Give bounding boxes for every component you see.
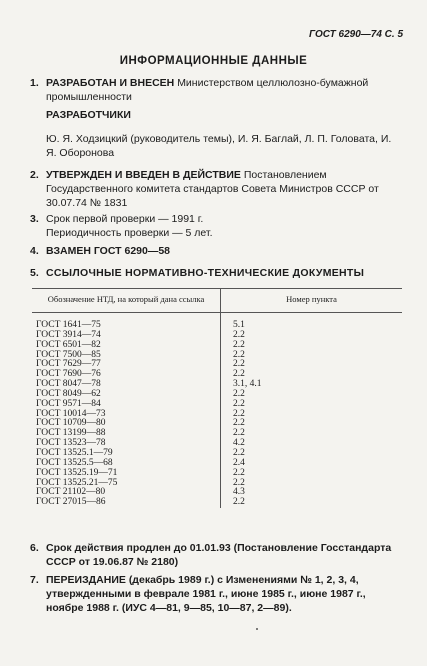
item-text: Периодичность проверки — 5 лет. [46, 227, 213, 239]
clause-cell: 4.2 [233, 438, 245, 449]
document-cell: ГОСТ 6501—82 [32, 341, 221, 351]
item-replaces [32, 244, 402, 258]
column-header: Номер пункта [221, 288, 403, 313]
document-cell: ГОСТ 10709—80 [32, 419, 221, 429]
item-number: 7. [30, 574, 39, 586]
clause-cell: 2.2 [233, 349, 245, 360]
document-cell: ГОСТ 9571—84 [32, 400, 221, 410]
item-number: 4. [30, 245, 39, 257]
clause-cell: 2.2 [233, 497, 245, 508]
document-cell: ГОСТ 10014—73 [32, 410, 221, 420]
clause-cell: 3.1, 4.1 [233, 379, 262, 390]
item-reissue [32, 573, 402, 615]
item-approved [32, 168, 402, 210]
clause-cell: 2.2 [233, 339, 245, 350]
document-cell: ГОСТ 8047—78 [32, 380, 221, 390]
clause-cell: 2.2 [233, 467, 245, 478]
document-cell: ГОСТ 7500—85 [32, 351, 221, 361]
clause-cell: 2.2 [233, 388, 245, 399]
item-number: 6. [30, 542, 39, 554]
item-number: 2. [30, 169, 39, 181]
document-cell: ГОСТ 21102—80 [32, 488, 221, 498]
document-cell: ГОСТ 7629—77 [32, 360, 221, 370]
document-cell: ГОСТ 13525.1—79 [32, 449, 221, 459]
item-heading: УТВЕРЖДЕН И ВВЕДЕН В ДЕЙСТВИЕ [46, 169, 241, 181]
clause-cell: 2.2 [233, 428, 245, 439]
clause-cell: 2.2 [233, 408, 245, 419]
item-heading: РАЗРАБОТЧИКИ [46, 109, 131, 121]
clause-cell: 2.2 [233, 398, 245, 409]
document-cell: ГОСТ 1641—75 [32, 313, 221, 331]
page-title: ИНФОРМАЦИОННЫЕ ДАННЫЕ [119, 55, 308, 67]
table-row [32, 313, 402, 331]
document-cell: ГОСТ 13199—88 [32, 429, 221, 439]
document-cell: ГОСТ 13523—78 [32, 439, 221, 449]
table-row [32, 498, 402, 508]
document-cell: ГОСТ 8049—62 [32, 390, 221, 400]
item-developers [32, 108, 402, 160]
clause-cell: 2.2 [233, 447, 245, 458]
document-cell: ГОСТ 13525.5—68 [32, 459, 221, 469]
item-number: 1. [30, 77, 39, 89]
item-validity [32, 541, 402, 569]
clause-cell: 2.2 [233, 477, 245, 488]
document-cell: ГОСТ 7690—76 [32, 370, 221, 380]
item-text: (декабрь 1989 г.) с Изменениями № 1, 2, 3, 4, утвержденными в феврале 1981 г., июне 1985 г., июне 1987 г., ноябре 1988 г. (ИУС 4—81, 9—85, 10—87, 2—89). [46, 574, 366, 614]
item-text: Постановлением Государственного комитета стандартов Совета Министров СССР от 30.07.74 № 1831 [46, 169, 379, 209]
clause-cell: 4.3 [233, 487, 245, 498]
document-cell: ГОСТ 27015—86 [32, 498, 221, 508]
document-cell: ГОСТ 3914—74 [32, 331, 221, 341]
clause-cell: 2.4 [233, 457, 245, 468]
reference-table [32, 288, 402, 508]
item-developed [32, 76, 402, 104]
item-text: ССЫЛОЧНЫЕ НОРМАТИВНО-ТЕХНИЧЕСКИЕ ДОКУМЕНТЫ [46, 267, 365, 279]
item-text: Ю. Я. Ходзицкий (руководитель темы), И. Я. Баглай, Л. П. Головата, И. Я. Оборонова [46, 133, 392, 159]
item-text: Министерством целлюлозно-бумажной промышленности [46, 77, 369, 103]
clause-cell: 2.2 [233, 329, 245, 340]
page-mark [256, 628, 258, 630]
item-text: Срок первой проверки — 1991 г. [46, 213, 204, 225]
clause-cell: 5.1 [233, 320, 245, 330]
document-cell: ГОСТ 13525.21—75 [32, 479, 221, 489]
item-number: 3. [30, 213, 39, 225]
item-references [32, 266, 402, 280]
column-header: Обозначение НТД, на который дана ссылка [32, 288, 221, 313]
item-heading: РАЗРАБОТАН И ВНЕСЕН [46, 77, 175, 89]
document-cell: ГОСТ 13525.19—71 [32, 469, 221, 479]
clause-cell: 2.2 [233, 418, 245, 429]
item-review [32, 212, 402, 240]
clause-cell: 2.2 [233, 359, 245, 370]
page-header: ГОСТ 6290—74 С. 5 [309, 29, 403, 40]
item-text: Срок действия продлен до 01.01.93 (Постановление Госстандарта СССР от 19.06.87 № 2180) [46, 542, 392, 568]
item-number: 5. [30, 267, 39, 279]
clause-cell: 2.2 [233, 369, 245, 380]
item-heading: ПЕРЕИЗДАНИЕ [46, 574, 126, 586]
item-text: ВЗАМЕН ГОСТ 6290—58 [46, 245, 171, 257]
